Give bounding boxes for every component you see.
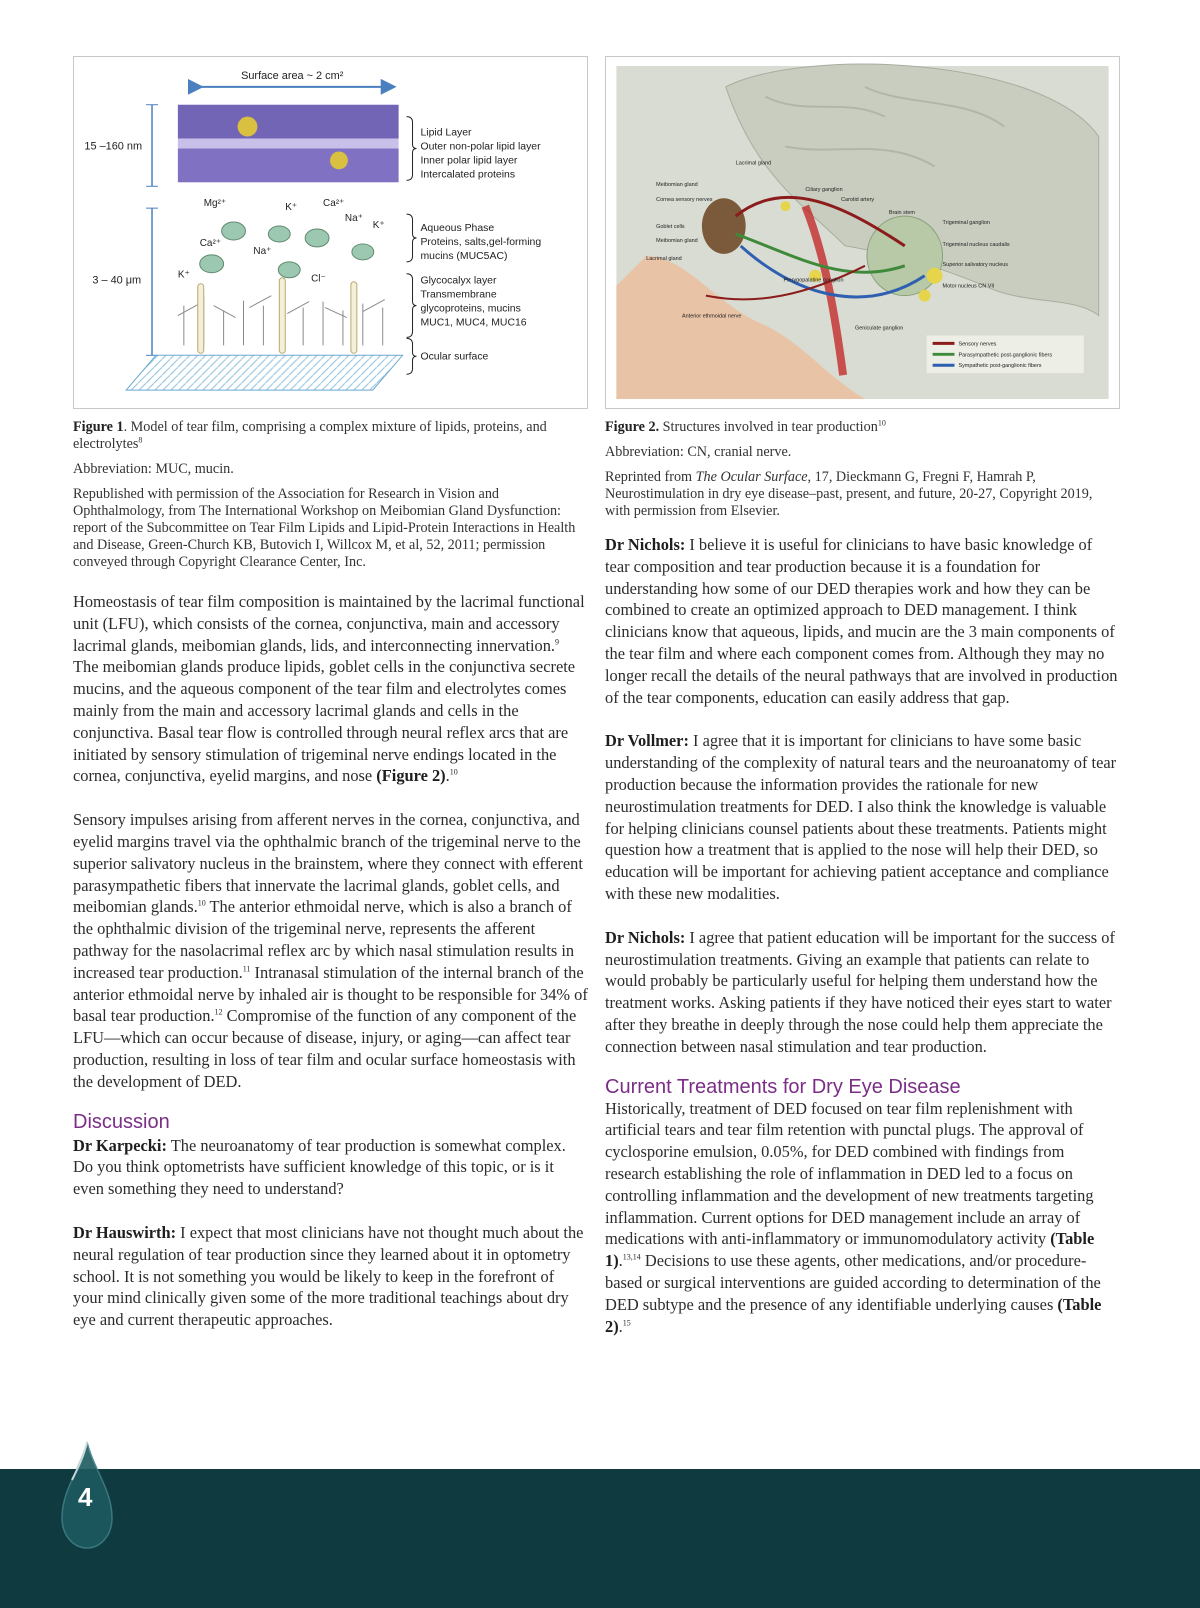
aqueous-label: mucins (MUC5AC) <box>420 250 508 262</box>
image-label: Trigeminal nucleus caudalis <box>942 241 1010 248</box>
protein-blobs <box>200 222 374 278</box>
body-paragraph: Historically, treatment of DED focused on tear film replenishment with artificial tears and tear film retention with punctal plugs. The approval of cyclosporine emulsion, 0.05%, for DED combined with findings from research establishing the role of inflammation in DED led to a focus on controlling inflammation and the development of new treatments targeting inflammation. Current options for DED management include an array of medications with anti-inflammatory or immunomodulatory activity (Table 1).$^{13,14}$ Decisions to use these agents, other medications, and/or procedure-based or surgical interventions are guided according to determination of the DED subtype and the presence of any identifiable underlying causes (Table 2).$^{15}$ <box>605 1098 1102 1336</box>
glycocalyx-label: MUC1, MUC4, MUC16 <box>420 317 527 329</box>
image-label: Meibomian gland <box>656 237 698 244</box>
image-label: Superior salivatory nucleus <box>942 261 1009 268</box>
neuroanatomy-diagram <box>606 57 1119 408</box>
speaker-name: Dr Nichols: <box>605 535 686 554</box>
ion-label: K⁺ <box>177 269 190 281</box>
figure-1-permission: Republished with permission of the Association for Research in Vision and Ophthalmology, from The International Workshop on Meibomian Gland Dysfunction: report of the Subcommittee on Tear Film Lipids and Lipid-Protein Interactions in Health and Disease, Green-Church KB, Butovich I, Willcox M, et al, 52, 2011; permission conveyed through Copyright Clearance Center, Inc. <box>73 486 576 570</box>
reference: 13,14 <box>622 1252 641 1262</box>
image-label: Lacrimal gland <box>646 255 682 262</box>
reference: 10 <box>877 418 886 428</box>
lipid-label: Outer non-polar lipid layer <box>420 141 541 153</box>
speaker-name: Dr Hauswirth: <box>73 1222 177 1242</box>
reference: 8 <box>138 435 143 445</box>
figure-2-abbreviation: Abbreviation: CN, cranial nerve. <box>605 444 792 460</box>
surface-area-label: Surface area ~ 2 cm² <box>241 69 344 82</box>
figure-2-reprint: Reprinted from The Ocular Surface, 17, Dieckmann G, Fregni F, Hamrah P, Neurostimulation in dry eye disease–past, present, and future, 20-27, Copyright 2019, with permission from Elsevier. <box>605 469 1093 519</box>
table-reference: (Table 1) <box>605 1229 1095 1271</box>
nerve-legend <box>927 335 1084 373</box>
figure-2-image <box>605 56 1120 409</box>
image-label: Trigeminal ganglion <box>942 220 990 227</box>
figure-reference: (Figure 2) <box>376 766 446 786</box>
image-label: Ciliary ganglion <box>805 187 843 194</box>
discussion-heading: Discussion <box>73 1110 170 1133</box>
ocular-label: Ocular surface <box>420 351 489 363</box>
image-label: Pterygopalatine ganglion <box>783 277 844 284</box>
journal-title: The Ocular Surface <box>695 469 808 485</box>
lipid-label: Lipid Layer <box>420 127 472 139</box>
speaker-name: Dr Karpecki: <box>73 1135 167 1155</box>
figure-1-label: Figure 1 <box>73 419 124 435</box>
page-footer <box>0 1469 1200 1608</box>
figure-1-caption-text: . Model of tear film, comprising a complex mixture of lipids, proteins, and electrolytes <box>73 419 547 452</box>
image-label: Carotid artery <box>841 197 875 204</box>
figure-1-abbreviation: Abbreviation: MUC, mucin. <box>73 461 234 477</box>
tear-film-diagram <box>74 57 587 408</box>
ion-label: K⁺ <box>285 202 298 214</box>
right-column <box>605 56 1120 1337</box>
discussion-paragraph: Dr Hauswirth: I expect that most clinicians have not thought much about the neural regulation of tear production since they learned about it in optometry school. It is not something you would be likely to keep in the forefront of your mind clinically given some of the more traditional teachings about dry eye and current therapeutic approaches. <box>73 1222 584 1330</box>
figure-1-caption <box>73 419 588 453</box>
mucin-rods <box>198 278 357 354</box>
ion-label: Ca²⁺ <box>323 198 345 210</box>
ion-label: Ca²⁺ <box>199 237 222 249</box>
discussion-paragraph: Dr Nichols: I believe it is useful for clinicians to have basic knowledge of tear composition and tear production because it is a foundation for understanding how some of our DED therapies work and how they can be combined to create an optimized approach to DED management. I think clinicians know that aqueous, lipids, and mucin are the 3 main components of the tear film and where each component comes from. Although they may no longer recall the details of the neural pathways that are involved in production of the tear components, education can easily address that gap. <box>605 535 1118 707</box>
discussion-paragraph: Dr Vollmer: I agree that it is important for clinicians to have some basic understanding of the complexity of natural tears and the neuroanatomy of tear production because the information provides the rationale for new neurostimulation treatments for DED. I also think the knowledge is valuable for helping clinicians counsel patients about these treatments. Patients might question how a treatment that is applied to the nose will help their DED, so education will be important for achieving patient acceptance and compliance with these new modalities. <box>605 731 1117 903</box>
page-number: 4 <box>78 1482 93 1512</box>
figure-2-label: Figure 2. <box>605 419 660 435</box>
discussion-paragraph: Dr Nichols: I agree that patient education will be important for the success of neurostimulation treatments. Giving an example that patients can relate to would probably be particularly useful for helping them understand how the treatment works. Asking patients if they have noticed their eyes start to water after they breathe in deeply through the nose could help them appreciate the connection between nasal stimulation and tear production. <box>605 927 1115 1056</box>
image-label: Meibomian gland <box>656 182 698 189</box>
glycocalyx-label: Transmembrane <box>420 289 497 301</box>
lipid-layer-graphic <box>178 105 399 183</box>
image-label: Geniculate ganglion <box>855 325 904 332</box>
speaker-name: Dr Nichols: <box>605 927 686 947</box>
reference: 12 <box>214 1007 223 1017</box>
image-label: Motor nucleus CN VII <box>942 283 995 290</box>
aqueous-label: Proteins, salts,gel-forming <box>420 236 542 248</box>
lipid-label: Inner polar lipid layer <box>420 155 518 167</box>
reference: 10 <box>197 898 206 908</box>
image-label: Anterior ethmoidal nerve <box>682 313 742 320</box>
discussion-paragraph: Dr Karpecki: The neuroanatomy of tear production is somewhat complex. Do you think optometrists have sufficient knowledge of this topic, or is it even something they need to understand? <box>73 1135 566 1199</box>
ion-label: Na⁺ <box>344 213 363 225</box>
image-label: Goblet cells <box>656 224 685 231</box>
legend-item: Sympathetic post-ganglionic fibers <box>958 363 1042 370</box>
ion-label: K⁺ <box>372 220 385 232</box>
reference: 15 <box>622 1318 631 1328</box>
lipid-label: Intercalated proteins <box>420 169 516 181</box>
image-label: Lacrimal gland <box>735 160 772 167</box>
table-reference: (Table 2) <box>605 1294 1102 1336</box>
figure-2-caption <box>605 419 1120 436</box>
aqueous-label: Aqueous Phase <box>420 223 495 235</box>
figure-2-caption-text: Structures involved in tear production <box>659 419 878 435</box>
eye-graphic <box>702 198 746 254</box>
treatments-heading: Current Treatments for Dry Eye Disease <box>605 1075 961 1098</box>
left-column <box>73 56 588 1331</box>
reference: 10 <box>449 767 458 777</box>
reference: 9 <box>555 637 560 647</box>
ion-label: Cl⁻ <box>311 273 326 285</box>
image-label: Brain stem <box>888 210 915 217</box>
body-paragraph: Sensory impulses arising from afferent nerves in the cornea, conjunctiva, and eyelid margins travel via the ophthalmic branch of the trigeminal nerve to the superior salivatory nucleus in the brainstem, where they connect with efferent parasympathetic fibers that innervate the lacrimal glands, goblet cells, and meibomian glands.$^{10}$ The anterior ethmoidal nerve, which is also a branch of the ophthalmic division of the trigeminal nerve, represents the afferent pathway for the nasolacrimal reflex arc by which nasal stimulation results in increased tear production.$^{11}$ Intranasal stimulation of the internal branch of the anterior ethmoidal nerve by inhaled air is thought to be responsible for 34% of basal tear production.$^{12}$ Compromise of the function of any component of the LFU—which can occur because of disease, injury, or aging—can affect tear production, resulting in loss of tear film and ocular surface homeostasis with the development of DED. <box>73 810 588 1091</box>
image-label: Cornea sensory nerves <box>656 197 713 204</box>
reference: 11 <box>242 964 251 974</box>
glycocalyx-label: Glycocalyx layer <box>420 275 497 287</box>
body-paragraph: Homeostasis of tear film composition is maintained by the lacrimal functional unit (LFU), which consists of the cornea, conjunctiva, main and accessory lacrimal glands, meibomian glands, lids, and interconnecting innervation.$^9$ The meibomian glands produce lipids, goblet cells in the conjunctiva secrete mucins, and the aqueous component of the tear film and electrolytes comes mainly from the main and accessory lacrimal glands and cells in the conjunctiva. Basal tear flow is controlled through neural reflex arcs that are initiated by sensory stimulation of trigeminal nerve endings located in the cornea, conjunctiva, eyelid margins, and nose (Figure 2).$^{10}$ <box>73 592 585 786</box>
dim-top-label: 15 –160 nm <box>84 140 143 153</box>
ocular-surface-graphic <box>126 355 402 390</box>
figure-1-image <box>73 56 588 409</box>
speaker-name: Dr Vollmer: <box>605 731 689 751</box>
legend-item: Sensory nerves <box>958 341 997 348</box>
dim-bottom-label: 3 – 40 μm <box>92 274 142 287</box>
ion-label: Na⁺ <box>253 245 272 257</box>
glycocalyx-label: glycoproteins, mucins <box>420 303 521 315</box>
legend-item: Parasympathetic post-ganglionic fibers <box>958 352 1053 359</box>
ion-label: Mg²⁺ <box>203 198 227 210</box>
